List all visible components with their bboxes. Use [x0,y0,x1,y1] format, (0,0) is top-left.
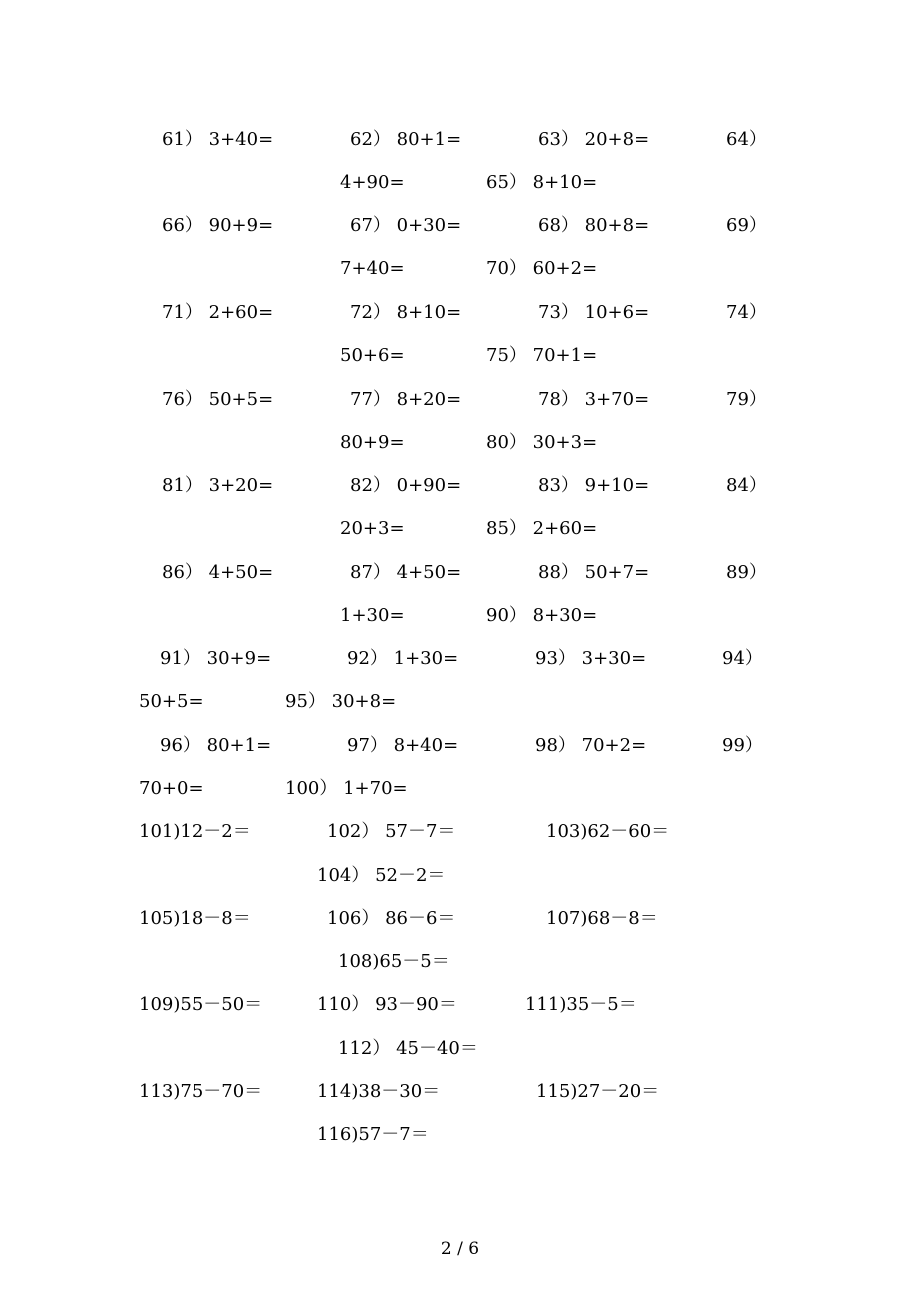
problem-70: 70） 60+2= [486,258,598,279]
problem-69-label: 69） [726,215,767,236]
problem-107: 107)68－8＝ [546,908,658,929]
problem-96: 96） 80+1= [160,735,272,756]
problem-80: 80） 30+3= [486,432,598,453]
problem-79-expr: 80+9= [340,432,405,453]
problem-64-expr: 4+90= [340,172,405,193]
problem-76: 76） 50+5= [162,389,274,410]
page-indicator: 2 / 6 [440,1239,480,1259]
problem-109: 109)55－50＝ [139,994,263,1015]
problem-94-label: 94） [722,648,763,669]
problem-115: 115)27－20＝ [536,1081,660,1102]
problem-72: 72） 8+10= [350,302,462,323]
problem-69-expr: 7+40= [340,258,405,279]
problem-101: 101)12－2＝ [139,821,251,842]
problem-92: 92） 1+30= [347,648,459,669]
problem-83: 83） 9+10= [538,475,650,496]
problem-98: 98） 70+2= [535,735,647,756]
problem-81: 81） 3+20= [162,475,274,496]
problem-62: 62） 80+1= [350,129,462,150]
problem-67: 67） 0+30= [350,215,462,236]
problem-77: 77） 8+20= [350,389,462,410]
problem-68: 68） 80+8= [538,215,650,236]
problem-74-expr: 50+6= [340,345,405,366]
problem-86: 86） 4+50= [162,562,274,583]
problem-103: 103)62－60＝ [546,821,670,842]
problem-94-expr: 50+5= [139,691,204,712]
problem-78: 78） 3+70= [538,389,650,410]
problem-74-label: 74） [726,302,767,323]
problem-85: 85） 2+60= [486,518,598,539]
problem-111: 111)35－5＝ [525,994,637,1015]
problem-100: 100） 1+70= [285,778,408,799]
problem-99-expr: 70+0= [139,778,204,799]
problem-95: 95） 30+8= [285,691,397,712]
problem-63: 63） 20+8= [538,129,650,150]
problem-61: 61） 3+40= [162,129,274,150]
problem-110: 110） 93－90＝ [317,994,457,1015]
problem-112: 112） 45－40＝ [338,1038,478,1059]
problem-89-label: 89） [726,562,767,583]
problem-99-label: 99） [722,735,763,756]
problem-91: 91） 30+9= [160,648,272,669]
problem-108: 108)65－5＝ [338,951,450,972]
problem-88: 88） 50+7= [538,562,650,583]
problem-82: 82） 0+90= [350,475,462,496]
problem-73: 73） 10+6= [538,302,650,323]
problem-71: 71） 2+60= [162,302,274,323]
problem-79-label: 79） [726,389,767,410]
problem-66: 66） 90+9= [162,215,274,236]
problem-93: 93） 3+30= [535,648,647,669]
problem-104: 104） 52－2＝ [317,865,446,886]
problem-89-expr: 1+30= [340,605,405,626]
problem-64-label: 64） [726,129,767,150]
problem-102: 102） 57－7＝ [327,821,456,842]
problem-75: 75） 70+1= [486,345,598,366]
problem-87: 87） 4+50= [350,562,462,583]
problem-84-expr: 20+3= [340,518,405,539]
problem-116: 116)57－7＝ [317,1124,429,1145]
problem-97: 97） 8+40= [347,735,459,756]
problem-105: 105)18－8＝ [139,908,251,929]
problem-106: 106） 86－6＝ [327,908,456,929]
problem-90: 90） 8+30= [486,605,598,626]
problem-65: 65） 8+10= [486,172,598,193]
problem-84-label: 84） [726,475,767,496]
problem-114: 114)38－30＝ [317,1081,441,1102]
problem-113: 113)75－70＝ [139,1081,263,1102]
